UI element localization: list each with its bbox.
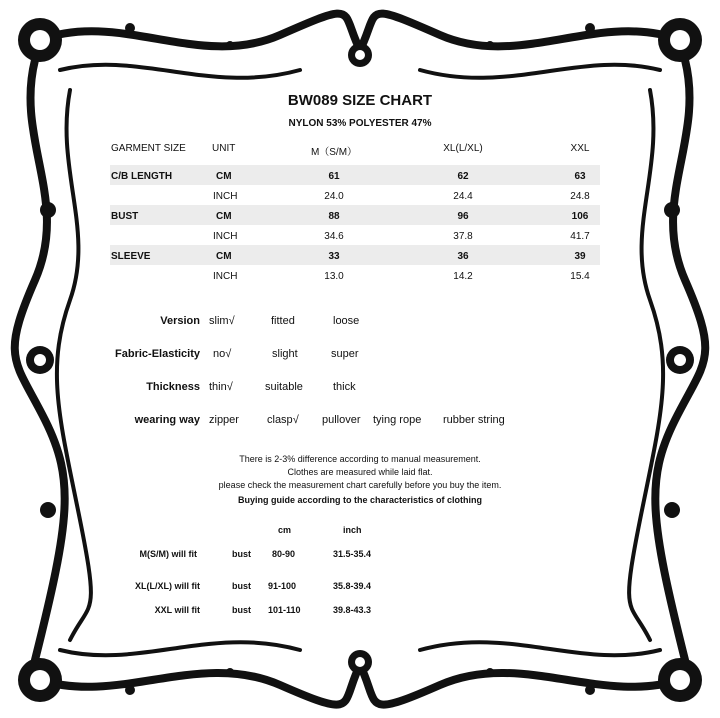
table-cell-unit: CM	[216, 171, 232, 182]
page-title: BW089 SIZE CHART	[287, 92, 433, 109]
guide-header-inch: inch	[343, 525, 362, 535]
guide-row-cm: 91-100	[268, 581, 297, 591]
table-cell: 88	[328, 211, 340, 222]
table-row-label: BUST	[111, 211, 139, 222]
attr-option: tying rope	[373, 414, 422, 426]
table-cell-unit: INCH	[213, 271, 238, 282]
header-size-xl: XL(L/XL)	[443, 143, 483, 154]
table-cell: 39	[574, 251, 586, 262]
note-line: please check the measurement chart carefully before you buy the item.	[218, 480, 502, 490]
table-cell: 96	[457, 211, 469, 222]
attr-option: super	[331, 348, 359, 360]
attr-label-version: Version	[160, 315, 200, 327]
table-cell: 24.0	[324, 191, 344, 202]
table-cell: 62	[457, 171, 469, 182]
header-size-m: M（S/M）	[310, 147, 358, 158]
header-size-xxl: XXL	[570, 143, 590, 154]
attr-option: suitable	[265, 381, 303, 393]
guide-row-inch: 35.8-39.4	[333, 581, 372, 591]
attr-option: slim√	[209, 315, 235, 327]
guide-row-part: bust	[232, 549, 251, 559]
table-cell-unit: CM	[216, 251, 232, 262]
table-cell: 33	[328, 251, 340, 262]
table-cell: 24.4	[453, 191, 473, 202]
table-cell: 13.0	[324, 271, 344, 282]
table-cell: 24.8	[570, 191, 590, 202]
attr-label-wearing-way: wearing way	[134, 414, 200, 426]
attr-option: zipper	[209, 414, 239, 426]
table-cell-unit: INCH	[213, 231, 238, 242]
table-cell: 14.2	[453, 271, 473, 282]
table-cell: 106	[571, 211, 589, 222]
attr-option: loose	[333, 315, 360, 327]
check-mark-icon: √	[292, 414, 299, 426]
attr-option: no√	[213, 348, 232, 360]
check-mark-icon: √	[225, 348, 232, 360]
table-cell: 61	[328, 171, 340, 182]
check-mark-icon: √	[228, 315, 235, 327]
attr-label-thickness: Thickness	[146, 381, 200, 393]
attr-option: thin√	[209, 381, 233, 393]
table-cell: 41.7	[570, 231, 590, 242]
attr-option: rubber string	[443, 414, 505, 426]
guide-row-inch: 39.8-43.3	[333, 605, 372, 615]
note-line: There is 2-3% difference according to manual measurement.	[239, 454, 481, 464]
guide-row-label: XXL will fit	[154, 605, 200, 615]
table-cell-unit: INCH	[213, 191, 238, 202]
table-row-label: SLEEVE	[111, 251, 151, 262]
attr-option: pullover	[322, 414, 361, 426]
table-row-label: C/B LENGTH	[111, 171, 173, 182]
table-cell: 15.4	[570, 271, 590, 282]
table-cell-unit: CM	[216, 211, 232, 222]
guide-title: Buying guide according to the characteristics of clothing	[237, 495, 483, 505]
note-line: Clothes are measured while laid flat.	[287, 467, 433, 477]
table-cell: 63	[574, 171, 586, 182]
attr-option: thick	[333, 381, 356, 393]
guide-row-inch: 31.5-35.4	[333, 549, 372, 559]
guide-row-cm: 101-110	[268, 605, 301, 615]
table-cell: 37.8	[453, 231, 473, 242]
guide-row-label: XL(L/XL) will fit	[135, 581, 200, 591]
attr-option: slight	[272, 348, 298, 360]
check-mark-icon: √	[226, 381, 233, 393]
header-garment-size: GARMENT SIZE	[111, 143, 186, 154]
table-cell: 34.6	[324, 231, 344, 242]
attr-option: fitted	[271, 315, 295, 327]
attr-label-elasticity: Fabric-Elasticity	[115, 348, 200, 360]
material-composition: NYLON 53% POLYESTER 47%	[288, 118, 432, 129]
guide-header-cm: cm	[278, 525, 292, 535]
guide-row-label: M(S/M) will fit	[139, 549, 197, 559]
guide-row-part: bust	[232, 605, 251, 615]
attr-option: clasp√	[267, 414, 299, 426]
guide-row-part: bust	[232, 581, 251, 591]
guide-row-cm: 80-90	[272, 549, 296, 559]
header-unit: UNIT	[212, 143, 236, 154]
table-cell: 36	[457, 251, 469, 262]
